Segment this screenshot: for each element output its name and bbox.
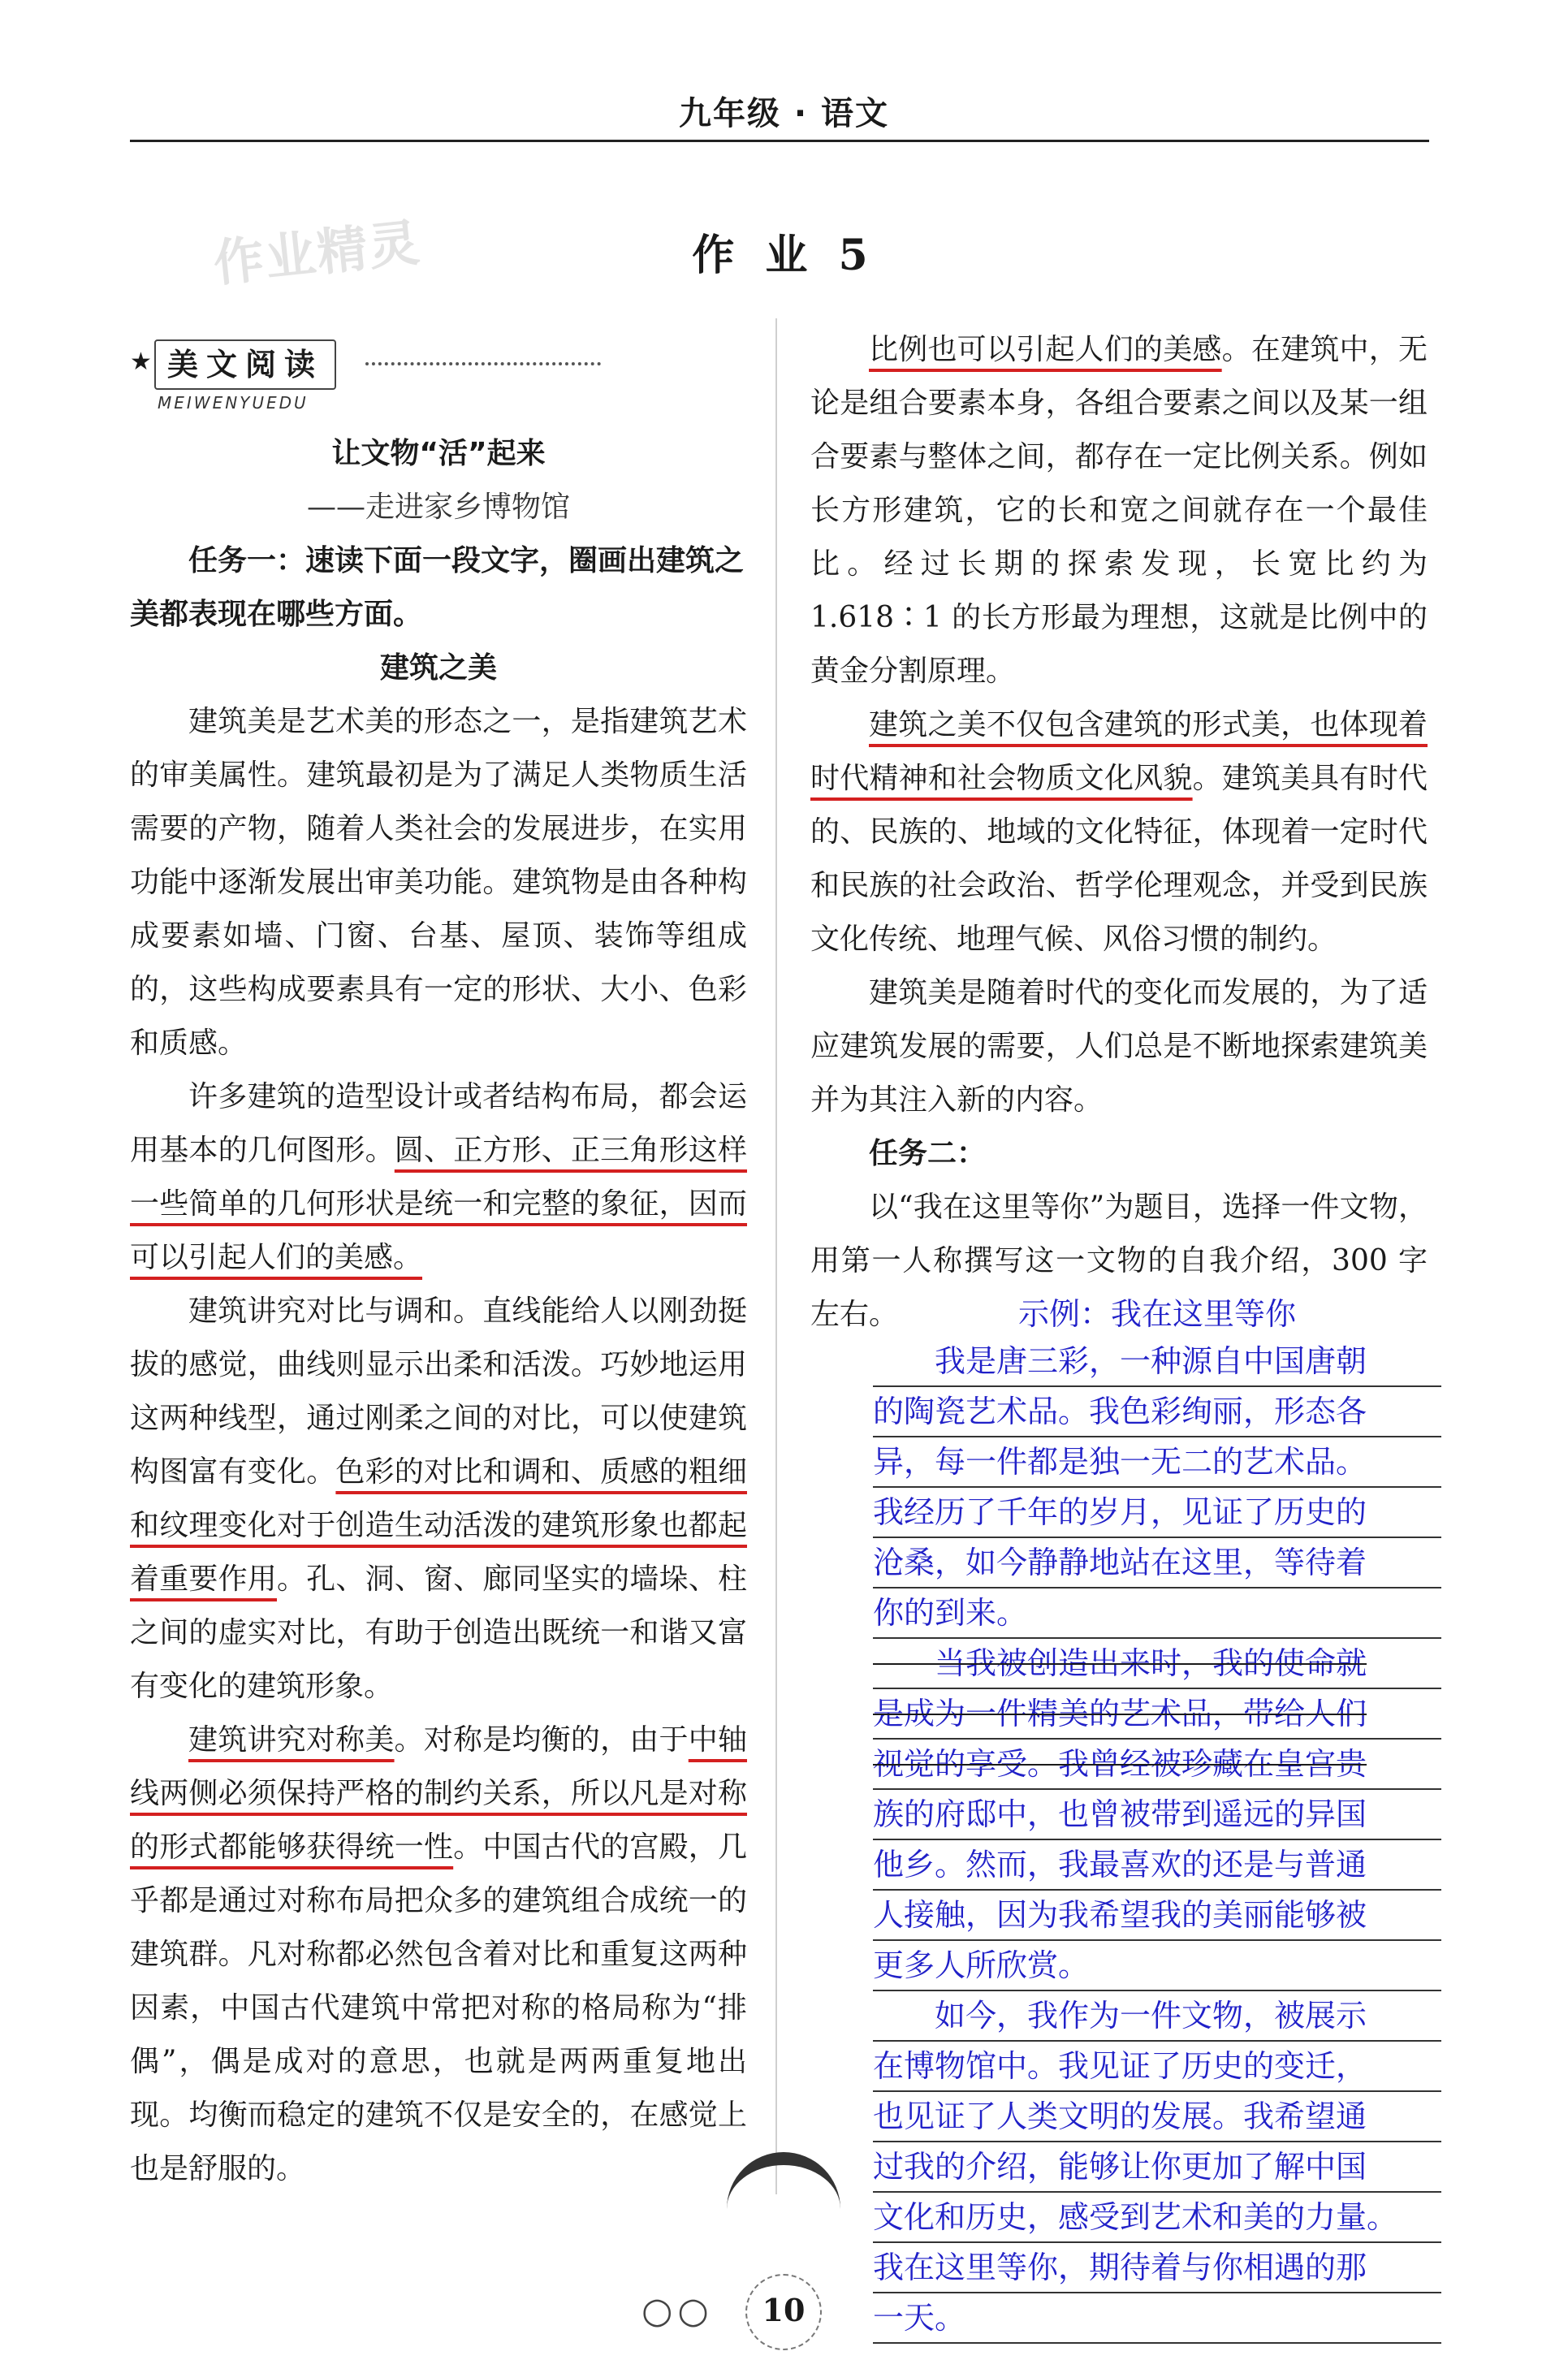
- answer-line: 我在这里等你，期待着与你相遇的那: [873, 2243, 1441, 2293]
- header-rule: [130, 140, 1429, 142]
- answer-line: 一天。: [873, 2293, 1441, 2344]
- paragraph-5-text: 。在建筑中，无论是组合要素本身，各组合要素之间以及某一组合要素与整体之间，都存在一定比例关系。例如长方形建筑，它的长和宽之间就存在一个最佳比。经过长期的探索发现，长宽比约为 1.618∶1 的长方形最为理想，这就是比例中的黄金分割原理。: [810, 333, 1428, 688]
- footer-circles: ○○: [641, 2290, 714, 2332]
- answer-line: 沧桑，如今静静地站在这里，等待着: [873, 1538, 1441, 1588]
- underlined-proportion: 比例也可以引起人们的美感: [869, 333, 1222, 366]
- underlined-era-spirit: 建筑之美不仅包含建筑的形式美，也体现着时代精神和社会物质文化风貌: [810, 708, 1428, 795]
- answer-line: 的陶瓷艺术品。我色彩绚丽，形态各: [873, 1387, 1441, 1437]
- section-label: 美文阅读: [154, 339, 336, 390]
- homework-title: 作 业 5: [692, 231, 876, 280]
- answer-line: 你的到来。: [873, 1588, 1441, 1639]
- article-title: 让文物“活”起来: [331, 437, 546, 470]
- paragraph-1: 建筑美是艺术美的形态之一，是指建筑艺术的审美属性。建筑最初是为了满足人类物质生活需要的产物，随着人类社会的发展进步，在实用功能中逐渐发展出审美功能。建筑物是由各种构成要素如墙、门窗、台基、屋顶、装饰等组成的，这些构成要素具有一定的形状、大小、色彩和质感。: [130, 705, 747, 1060]
- answer-line: 文化和历史，感受到艺术和美的力量。: [873, 2193, 1441, 2243]
- answer-line: 我经历了千年的岁月，见证了历史的: [873, 1488, 1441, 1538]
- dotted-divider: [365, 362, 601, 365]
- answer-line: 过我的介绍，能够让你更加了解中国: [873, 2142, 1441, 2193]
- paragraph-3-tail: 。孔、洞、窗、廊同坚实的墙垛、柱之间的虚实对比，有助于创造出既统一和谐又富有变化的建筑形象。: [130, 1563, 747, 1703]
- answer-line: 人接触，因为我希望我的美丽能够被: [873, 1891, 1441, 1941]
- star-icon: ★: [130, 348, 152, 376]
- paragraph-5: [810, 323, 1428, 698]
- paragraph-4-text: 。对称是均衡的，由于: [394, 1723, 689, 1757]
- underlined-geometry: 圆、正方形、正三角形这样一些简单的几何形状是统一和完整的象征，因而可以引起人们的美感。: [130, 1134, 747, 1274]
- paragraph-6: [810, 698, 1428, 966]
- section-heading: [122, 333, 463, 413]
- left-column: [130, 427, 747, 2196]
- answer-line: 我是唐三彩，一种源自中国唐朝: [873, 1337, 1441, 1387]
- answer-line: 异，每一件都是独一无二的艺术品。: [873, 1437, 1441, 1488]
- page-number: 10: [745, 2274, 822, 2350]
- column-divider: [775, 318, 777, 2194]
- paragraph-2-text: 许多建筑的造型设计或者结构布局，都会运用基本的几何图形。: [130, 1080, 747, 1167]
- paragraph-6-text: 。建筑美具有时代的、民族的、地域的文化特征，体现着一定时代和民族的社会政治、哲学伦理观念，并受到民族文化传统、地理气候、风俗习惯的制约。: [810, 762, 1428, 956]
- answer-line: 当我被创造出来时，我的使命就: [873, 1639, 1441, 1689]
- task-one: 任务一：速读下面一段文字，圈画出建筑之美都表现在哪些方面。: [130, 544, 745, 631]
- answer-line: 如今，我作为一件文物，被展示: [873, 1991, 1441, 2042]
- paragraph-4: [130, 1714, 747, 2196]
- answer-title: 示例：我在这里等你: [1017, 1296, 1296, 1332]
- answer-line: 更多人所欣赏。: [873, 1941, 1441, 1991]
- watermark-logo: 作业精灵: [210, 212, 424, 294]
- underlined-color-texture: 色彩的对比和调和、质感的粗细和纹理变化对于创造生动活泼的建筑形象也都起着重要作用: [130, 1455, 747, 1596]
- answer-line: 在博物馆中。我见证了历史的变迁，: [873, 2042, 1441, 2092]
- paragraph-3: [130, 1285, 747, 1714]
- section-title: 建筑之美: [379, 651, 497, 685]
- underlined-axis: 中轴线两侧必须保持严格的制约关系，所以凡是对称的形式都能够获得统一性: [130, 1723, 747, 1864]
- task-two-prompt: 以“我在这里等你”为题目，选择一件文物，用第一人称撰写这一文物的自我介绍，300 字左右。: [810, 1191, 1428, 1331]
- answer-line: 也见证了人类文明的发展。我希望通: [873, 2092, 1441, 2142]
- paragraph-7: 建筑美是随着时代的变化而发展的，为了适应建筑发展的需要，人们总是不断地探索建筑美并为其注入新的内容。: [810, 976, 1428, 1117]
- paragraph-3-text: 建筑讲究对比与调和。直线能给人以刚劲挺拔的感觉，曲线则显示出柔和活泼。巧妙地运用这两种线型，通过刚柔之间的对比，可以使建筑构图富有变化。: [130, 1295, 747, 1489]
- handwritten-answer: [873, 1291, 1441, 2344]
- underlined-symmetry: 建筑讲究对称美: [188, 1723, 395, 1757]
- section-sublabel: MEIWENYUEDU: [158, 393, 309, 413]
- right-column: [810, 323, 1428, 1342]
- task-two-label: 任务二：: [869, 1137, 987, 1170]
- answer-line: 族的府邸中，也曾被带到遥远的异国: [873, 1790, 1441, 1840]
- answer-line: 是成为一件精美的艺术品，带给人们: [873, 1689, 1441, 1740]
- paragraph-2: [130, 1070, 747, 1285]
- answer-line: 视觉的享受。我曾经被珍藏在皇宫贵: [873, 1740, 1441, 1790]
- paragraph-4-tail: 。中国古代的宫殿，几乎都是通过对称布局把众多的建筑组合成统一的建筑群。凡对称都必然包含着对比和重复这两种因素，中国古代建筑中常把对称的格局称为“排偶”，偶是成对的意思，也就是两两重复地出现。均衡而稳定的建筑不仅是安全的，在感觉上也是舒服的。: [130, 1831, 747, 2185]
- article-subtitle: ——走进家乡博物馆: [306, 491, 570, 524]
- header-title: 九年级 · 语文: [678, 95, 890, 132]
- answer-line: 他乡。然而，我最喜欢的还是与普通: [873, 1840, 1441, 1891]
